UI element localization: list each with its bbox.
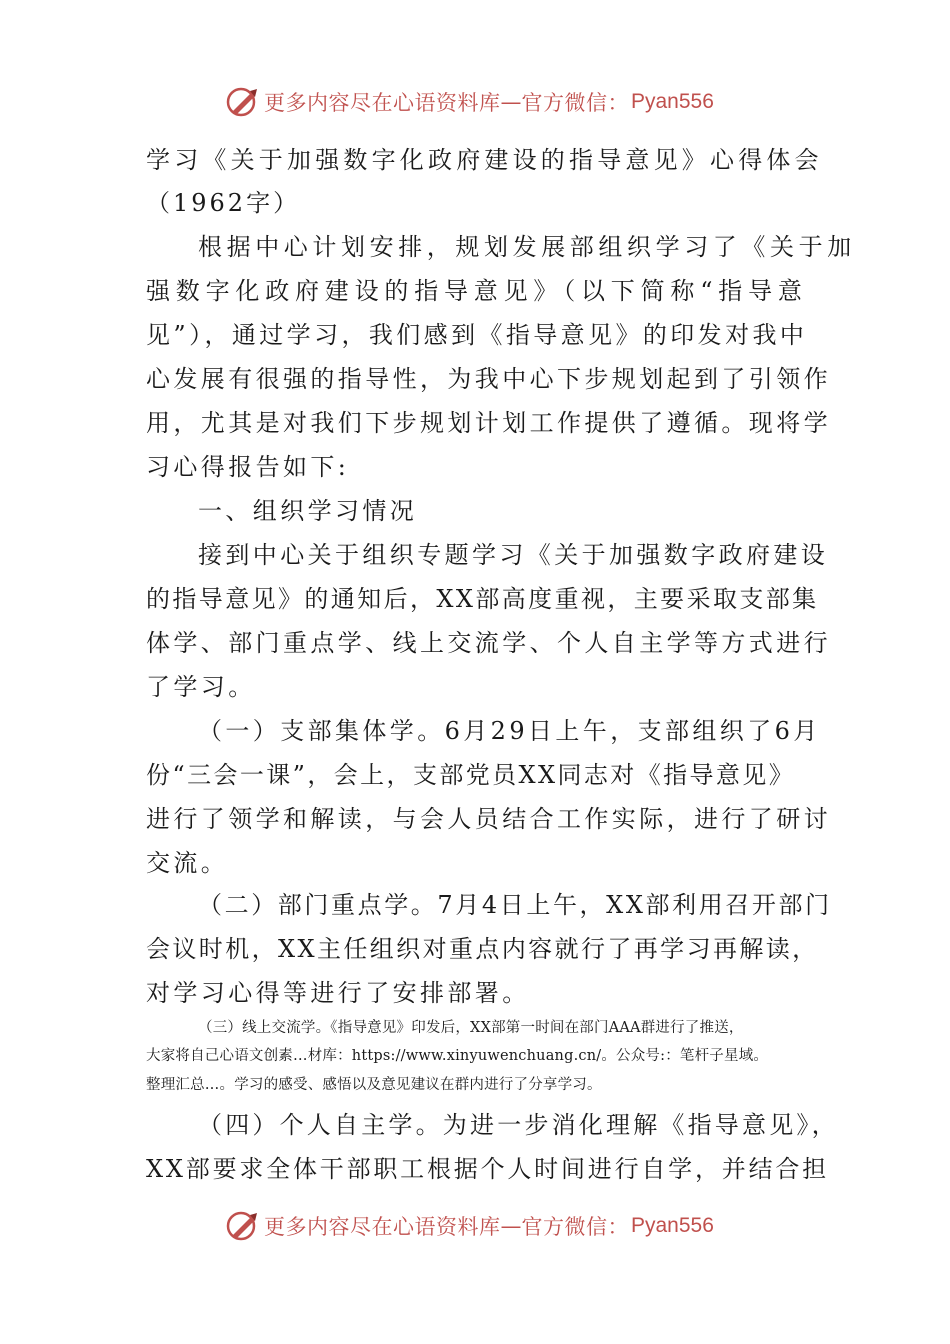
banner-suffix: 官方微信： (521, 1215, 629, 1239)
banner-suffix: 官方微信： (521, 91, 629, 115)
banner-separator: — (500, 1214, 522, 1238)
small-paragraph-line: （三）线上交流学。《指导意见》印发后，XX部第一时间在部门AAA群进行了推送， (198, 1020, 744, 1036)
paragraph-line: 对学习心得等进行了安排部署。 (146, 979, 530, 1007)
paragraph-line: 了学习。 (146, 673, 256, 701)
paragraph-line: （一）支部集体学。6月29日上午，支部组织了6月 (198, 717, 821, 745)
footer-banner (226, 1206, 746, 1246)
paragraph-line: XX部要求全体干部职工根据个人时间进行自学，并结合担 (146, 1155, 829, 1183)
paragraph-line: 用，尤其是对我们下步规划计划工作提供了遵循。现将学 (146, 409, 831, 437)
paragraph-line: 的指导意见》的通知后，XX部高度重视，主要采取支部集 (146, 585, 819, 613)
paragraph-line: 交流。 (146, 849, 229, 877)
title-word-count: （1962字） (146, 189, 301, 217)
small-paragraph-line: 大家将自己心语文创素…材库：https://www.xinyuwenchuang.cn/。公众号:：笔杆子星域。 (146, 1048, 769, 1064)
section-heading: 一、组织学习情况 (198, 497, 418, 525)
banner-wechat-id: Pyan556 (631, 90, 714, 113)
paragraph-line: 份“三会一课”，会上，支部党员XX同志对《指导意见》 (146, 761, 796, 789)
paragraph-line: 心发展有很强的指导性，为我中心下步规划起到了引领作 (146, 365, 831, 393)
paragraph-line: 体学、部门重点学、线上交流学、个人自主学等方式进行 (146, 629, 831, 657)
document-title: 学习《关于加强数字化政府建设的指导意见》心得体会 (146, 146, 823, 174)
paragraph-line: 进行了领学和解读，与会人员结合工作实际，进行了研讨 (146, 805, 831, 833)
banner-text: 更多内容尽在心语资料库 (264, 1215, 501, 1239)
small-paragraph-line: 整理汇总…。学习的感受、感悟以及意见建议在群内进行了分享学习。 (146, 1077, 602, 1093)
banner-text: 更多内容尽在心语资料库 (264, 91, 501, 115)
pen-logo-icon (226, 85, 260, 119)
header-banner (226, 82, 746, 122)
paragraph-line: 习心得报告如下: (146, 453, 350, 481)
paragraph-line: 根据中心计划安排，规划发展部组织学习了《关于加 (198, 233, 856, 261)
paragraph-line: 会议时机，XX主任组织对重点内容就行了再学习再解读， (146, 935, 819, 963)
paragraph-line: 强数字化政府建设的指导意见》（以下简称“指导意 (146, 277, 808, 305)
banner-separator: — (500, 90, 522, 114)
paragraph-line: 接到中心关于组织专题学习《关于加强数字政府建设 (198, 541, 829, 569)
paragraph-line: （二）部门重点学。7月4日上午，XX部利用召开部门 (198, 891, 832, 919)
paragraph-line: （四）个人自主学。为进一步消化理解《指导意见》， (198, 1111, 839, 1139)
banner-wechat-id: Pyan556 (631, 1214, 714, 1237)
paragraph-line: 见”），通过学习，我们感到《指导意见》的印发对我中 (146, 321, 808, 349)
pen-logo-icon (226, 1209, 260, 1243)
